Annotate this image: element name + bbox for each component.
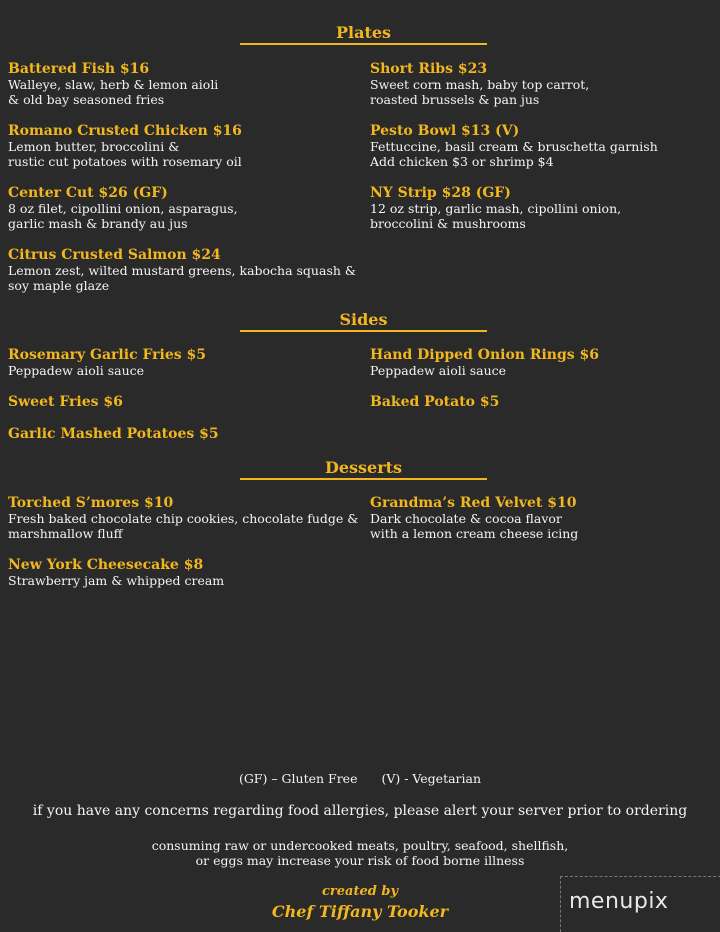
menu-item xyxy=(8,247,368,293)
menu-item xyxy=(370,61,720,107)
item-description: Strawberry jam & whipped cream xyxy=(8,573,225,588)
item-name: Hand Dipped Onion Rings $6 xyxy=(370,347,599,363)
vegetarian-legend: (V) - Vegetarian xyxy=(381,771,482,786)
section-title-sides: Sides xyxy=(240,311,487,332)
created-by-label: created by xyxy=(322,884,398,899)
consumption-warning: consuming raw or undercooked meats, poultry, seafood, shellfish, or eggs may increase your risk of food borne illness xyxy=(151,838,569,868)
item-name: Rosemary Garlic Fries $5 xyxy=(8,347,207,363)
menu-item xyxy=(8,426,360,442)
item-name: Grandma’s Red Velvet $10 xyxy=(370,495,577,511)
item-name: New York Cheesecake $8 xyxy=(8,557,204,573)
item-description: Peppadew aioli sauce xyxy=(370,363,507,378)
item-name: Citrus Crusted Salmon $24 xyxy=(8,247,221,263)
item-description: Fresh baked chocolate chip cookies, chocolate fudge & marshmallow fluff xyxy=(8,511,359,541)
menu-item xyxy=(8,394,360,410)
item-description: Peppadew aioli sauce xyxy=(8,363,145,378)
menu-item xyxy=(370,394,720,410)
section-title-desserts: Desserts xyxy=(240,459,487,480)
item-name: Romano Crusted Chicken $16 xyxy=(8,123,242,139)
allergy-notice: if you have any concerns regarding food allergies, please alert your server prior to ordering xyxy=(32,803,688,819)
menupix-watermark xyxy=(560,876,720,932)
item-name: Short Ribs $23 xyxy=(370,61,488,77)
item-description: 8 oz filet, cipollini onion, asparagus, garlic mash & brandy au jus xyxy=(8,201,238,231)
item-name: Pesto Bowl $13 (V) xyxy=(370,123,520,139)
menu-item xyxy=(8,557,360,588)
menu-item xyxy=(8,495,364,541)
item-name: Torched S’mores $10 xyxy=(8,495,174,511)
item-description: Sweet corn mash, baby top carrot, roasted brussels & pan jus xyxy=(370,77,590,107)
item-description: Lemon butter, broccolini & rustic cut potatoes with rosemary oil xyxy=(8,139,242,169)
item-name: Sweet Fries $6 xyxy=(8,394,123,410)
menu-item xyxy=(370,123,720,169)
menu-item xyxy=(8,185,360,231)
item-description: Dark chocolate & cocoa flavor with a lemon cream cheese icing xyxy=(370,511,579,541)
watermark-text: menupix xyxy=(569,889,669,914)
item-name: NY Strip $28 (GF) xyxy=(370,185,511,201)
dietary-legend xyxy=(0,771,720,786)
chef-signature: Chef Tiffany Tooker xyxy=(271,902,449,921)
menu-item xyxy=(8,61,360,107)
item-name: Center Cut $26 (GF) xyxy=(8,185,168,201)
item-name: Baked Potato $5 xyxy=(370,394,500,410)
menu-item xyxy=(370,495,720,541)
item-description: 12 oz strip, garlic mash, cipollini onion, broccolini & mushrooms xyxy=(370,201,622,231)
item-name: Battered Fish $16 xyxy=(8,61,150,77)
menu-item xyxy=(370,347,720,378)
item-description: Fettuccine, basil cream & bruschetta garnish Add chicken $3 or shrimp $4 xyxy=(370,139,658,169)
menu-item xyxy=(370,185,720,231)
gluten-free-legend: (GF) – Gluten Free xyxy=(238,771,358,786)
item-name: Garlic Mashed Potatoes $5 xyxy=(8,426,219,442)
item-description: Lemon zest, wilted mustard greens, kabocha squash & soy maple glaze xyxy=(8,263,357,293)
section-title-plates: Plates xyxy=(240,24,487,45)
menu-item xyxy=(8,123,360,169)
menu-item xyxy=(8,347,360,378)
item-description: Walleye, slaw, herb & lemon aioli & old bay seasoned fries xyxy=(8,77,219,107)
